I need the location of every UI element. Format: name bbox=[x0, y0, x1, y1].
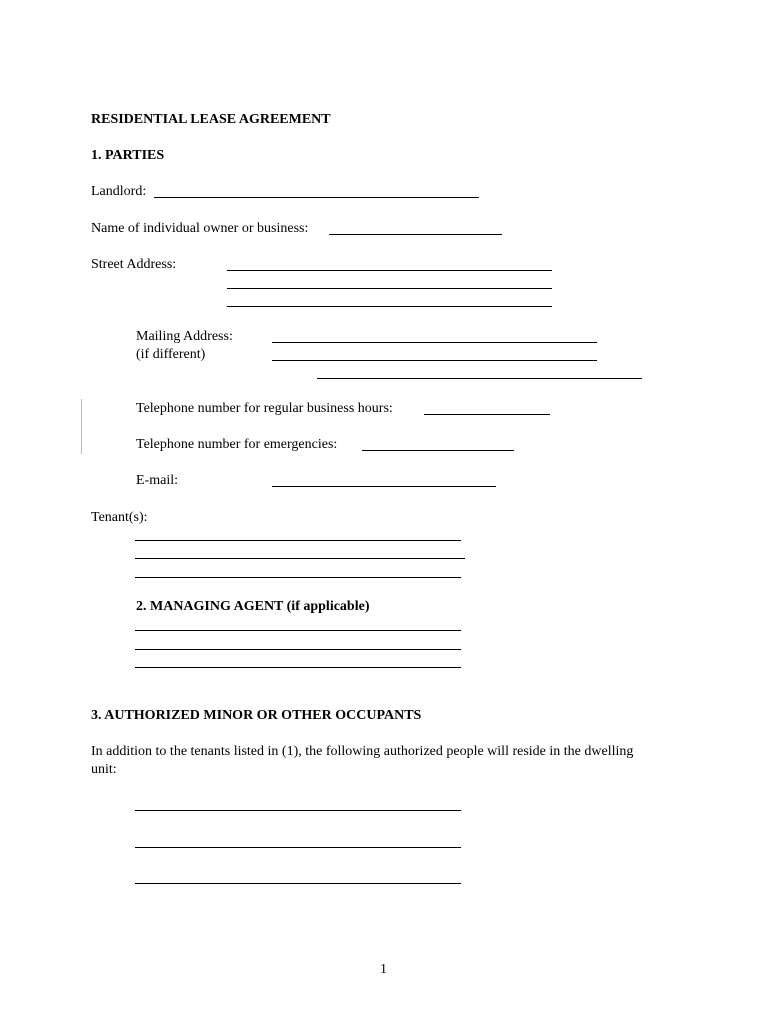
owner-name-field[interactable] bbox=[329, 234, 502, 235]
tenants-label: Tenant(s): bbox=[91, 510, 148, 525]
margin-change-bar bbox=[81, 399, 82, 454]
mailing-address-field-3[interactable] bbox=[317, 378, 642, 379]
mailing-address-field-2[interactable] bbox=[272, 360, 597, 361]
email-label: E-mail: bbox=[136, 473, 178, 488]
tenant-field-2[interactable] bbox=[135, 558, 465, 559]
managing-agent-field-3[interactable] bbox=[135, 667, 461, 668]
occupant-field-2[interactable] bbox=[135, 847, 461, 848]
managing-agent-field-2[interactable] bbox=[135, 649, 461, 650]
business-phone-field[interactable] bbox=[424, 414, 550, 415]
section-3-heading: 3. AUTHORIZED MINOR OR OTHER OCCUPANTS bbox=[91, 708, 422, 723]
section-3-body-line-2: unit: bbox=[91, 762, 117, 777]
occupant-field-1[interactable] bbox=[135, 810, 461, 811]
emergency-phone-label: Telephone number for emergencies: bbox=[136, 437, 338, 452]
section-3-body-line-1: In addition to the tenants listed in (1), the following authorized people will reside in the dwelling bbox=[91, 744, 634, 759]
owner-name-label: Name of individual owner or business: bbox=[91, 221, 309, 236]
street-address-field-2[interactable] bbox=[227, 288, 552, 289]
tenant-field-1[interactable] bbox=[135, 540, 461, 541]
section-1-heading: 1. PARTIES bbox=[91, 148, 165, 163]
tenant-field-3[interactable] bbox=[135, 577, 461, 578]
page-number: 1 bbox=[380, 962, 387, 977]
section-2-heading: 2. MANAGING AGENT (if applicable) bbox=[136, 599, 370, 614]
occupant-field-3[interactable] bbox=[135, 883, 461, 884]
street-address-field-1[interactable] bbox=[227, 270, 552, 271]
landlord-field[interactable] bbox=[154, 197, 479, 198]
landlord-label: Landlord: bbox=[91, 184, 147, 199]
street-address-label: Street Address: bbox=[91, 257, 177, 272]
street-address-field-3[interactable] bbox=[227, 306, 552, 307]
document-title: RESIDENTIAL LEASE AGREEMENT bbox=[91, 112, 331, 127]
mailing-address-note: (if different) bbox=[136, 347, 206, 362]
managing-agent-field-1[interactable] bbox=[135, 630, 461, 631]
business-phone-label: Telephone number for regular business hours: bbox=[136, 401, 393, 416]
emergency-phone-field[interactable] bbox=[362, 450, 514, 451]
mailing-address-label: Mailing Address: bbox=[136, 329, 233, 344]
mailing-address-field-1[interactable] bbox=[272, 342, 597, 343]
email-field[interactable] bbox=[272, 486, 496, 487]
